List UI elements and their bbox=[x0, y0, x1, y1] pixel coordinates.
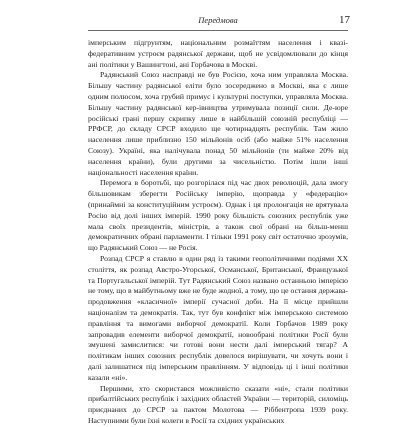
paragraph-4: Розпад СРСР я ставлю в один ряд із такими геополітичними подіями XX століття, як розпад Австро-Угорської, Османської, Британської, Французької та Португальської імперій. Тут Радянський Союз названо останньою імперією не тому, що в майбутньому вже не буде жодної, а тому, що це остання держава-продовження «класичної» імперії сучасної доби. На її місце прийшли націоналізм та демократія. Так, тут був конфлікт між імперською системою правління та вимогами виборчої демократії. Коли Горбачов 1989 року запровадив елементи виборчої демократії, новообрані політики Росії були змушені замислитися: чи готові вони нести далі імперський тягар? А політикам інших союзних республік довелося вирішувати, чи хочуть вони і далі залишатися під імперським правлінням. У відповідь ці і інші політики казали «ні». bbox=[88, 253, 348, 382]
paragraph-1: імперським підгрунтям, національним розмаїттям населення і квазі-федеративним устроєм радянської держави, щоб не усвідомлювали до кінця ані політики у Вашингтоні, ані Горбачова в Москві. bbox=[88, 38, 348, 69]
paragraph-3: Перемога в боротьбі, що розгорілася під час двох революцій, дала змогу більшовикам зберегти Російську імперію, щоправда у «федерацію» (принаймні за конституційним устроєм). Однак і ця пролонгація не врятувала Росію від долі інших імперій. 1990 року більшість союзних республік уже мала своїх президентів, міністрів, а також свої обрані на більш-менш демократичних обранi парламенти. І тільки 1991 року світ остаточно зрозумів, що Радянський Союз — не Росія. bbox=[88, 178, 348, 253]
header-rule bbox=[88, 30, 348, 31]
body-text bbox=[88, 38, 348, 425]
running-header bbox=[88, 14, 348, 30]
page-number: 17 bbox=[339, 14, 350, 26]
running-title: Передмова bbox=[198, 15, 238, 25]
paragraph-5: Першими, хто скористався можливістю сказати «ні», стали політики прибалтійських республік і західних областей України — територій, силоміць приєднаних до СРСР за пактом Молотова — Ріббентропа 1939 року. Наступними були їхні колеги в Росії та східних українських bbox=[88, 383, 348, 425]
paragraph-2: Радянський Союз насправді не був Росією, хоча ним управляла Москва. Більшу частину радянської еліти було зосереджено в Москві, яка є лише одним полюсом, хоча грубий примус і культурні поступки, управляла Москва. Більшу частину радянської кер-івництва утримувала позиції сили. Де-юре російські гранi першу скрипку лише в найбільшій союзній республіці — РРФСР, до складу СРСР входило ще чотирнадцять республік. Там жило населення лише приблизно 150 мільйонів осіб (або майже 51% населення Союзу). Україні, яка налічувала понад 50 мільйонів (ти майже 20% від населення країни), були другими за чисельністю. Потім ішли інші національності населення країни. bbox=[88, 70, 348, 177]
